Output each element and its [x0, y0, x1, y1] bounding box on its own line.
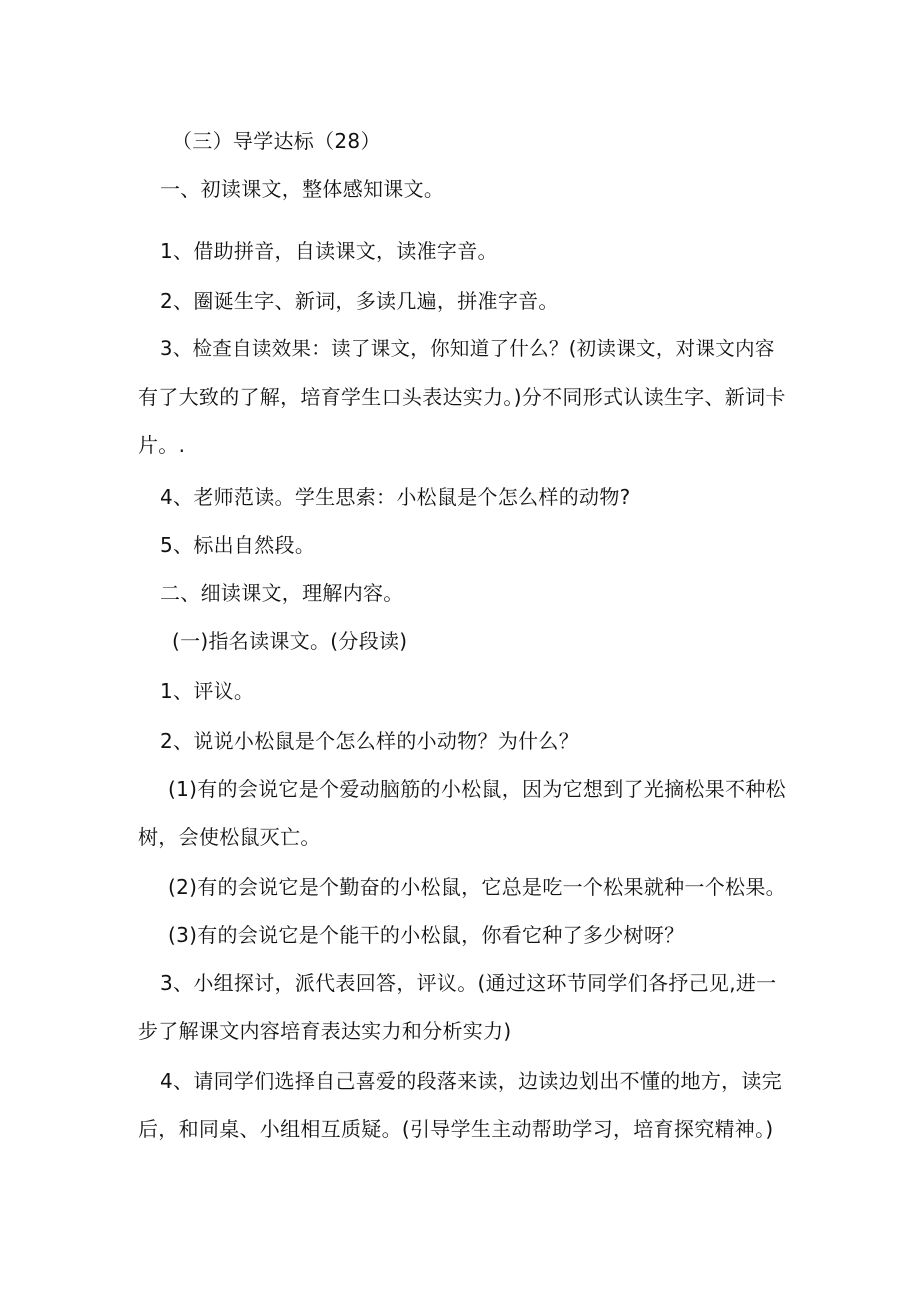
part1-item-2: 2、圈诞生字、新词，多读几遍，拼准字音。 — [160, 289, 559, 313]
part1-heading: 一、初读课文，整体感知课文。 — [160, 177, 445, 201]
part1-item-5: 5、标出自然段。 — [160, 533, 316, 557]
part2-item-3-line-1: 3、小组探讨，派代表回答，评议。(通过这环节同学们各抒己见,进一 — [160, 971, 777, 995]
part2-item-2: 2、说说小松鼠是个怎么样的小动物？为什么？ — [160, 729, 580, 753]
answer-1-line-1: (1)有的会说它是个爱动脑筋的小松鼠，因为它想到了光摘松果不种松 — [168, 777, 786, 801]
part1-item-3-line-2: 有了大致的了解，培育学生口头表达实力。)分不同形式认读生字、新词卡 — [138, 385, 786, 409]
part2-heading: 二、细读课文，理解内容。 — [160, 581, 404, 605]
part1-item-3-line-1: 3、检查自读效果：读了课文，你知道了什么？(初读课文，对课文内容 — [160, 337, 775, 360]
subsection-1-heading: (一)指名读课文。(分段读) — [172, 629, 408, 653]
answer-3: (3)有的会说它是个能干的小松鼠，你看它种了多少树呀？ — [168, 923, 685, 947]
part1-item-4: 4、老师范读。学生思索：小松鼠是个怎么样的动物? — [160, 485, 631, 509]
part2-item-4-line-1: 4、请同学们选择自己喜爱的段落来读，边读边划出不懂的地方，读完 — [160, 1069, 783, 1093]
section-title: （三）导学达标（28） — [172, 129, 381, 153]
part1-item-3-line-3: 片。. — [138, 433, 186, 457]
part2-item-4-line-2: 后，和同桌、小组相互质疑。(引导学生主动帮助学习，培育探究精神。) — [138, 1117, 774, 1141]
part2-item-3-line-2: 步了解课文内容培育表达实力和分析实力) — [138, 1019, 512, 1043]
answer-1-line-2: 树，会使松鼠灭亡。 — [138, 825, 321, 849]
part2-item-1: 1、评议。 — [160, 679, 255, 703]
answer-2: (2)有的会说它是个勤奋的小松鼠，它总是吃一个松果就种一个松果。 — [168, 875, 786, 899]
part1-item-1: 1、借助拼音，自读课文，读准字音。 — [160, 239, 498, 263]
